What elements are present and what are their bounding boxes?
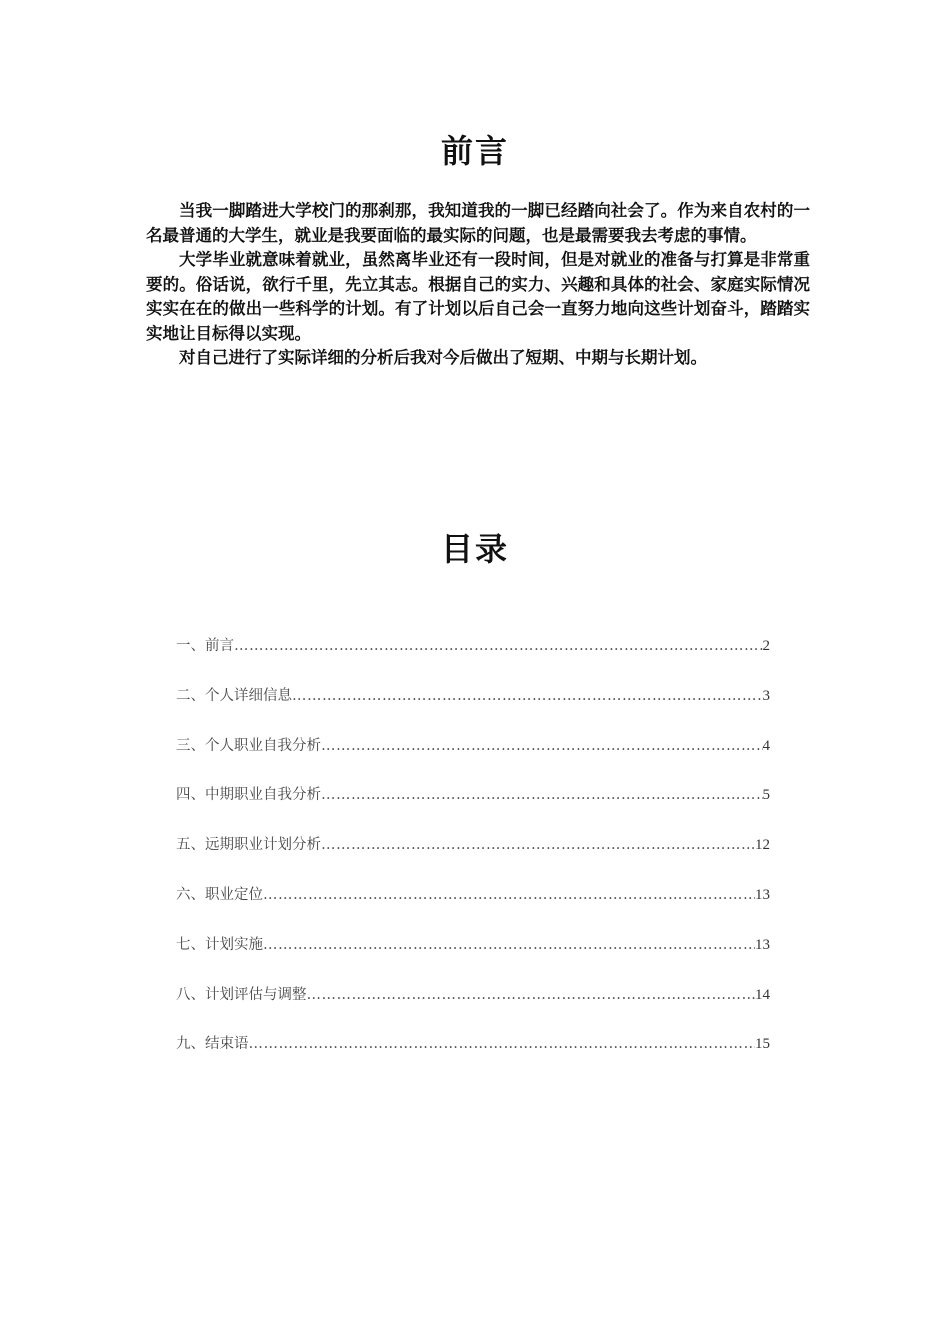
preface-body [146,199,810,371]
toc-entry-page: 2 [762,638,770,654]
toc-entry[interactable] [176,933,770,983]
toc-leader-dots [321,738,763,754]
toc-entry-page: 4 [762,737,770,754]
toc-entry[interactable] [176,734,770,784]
toc-entry-label: 一、前言 [176,638,234,654]
preface-paragraph: 大学毕业就意味着就业，虽然离毕业还有一段时间，但是对就业的准备与打算是非常重要的。俗话说，欲行千里，先立其志。根据自己的实力、兴趣和具体的社会、家庭实际情况实实在在的做出一些科学的计划。有了计划以后自己会一直努力地向这些计划奋斗，踏踏实实地让目标得以实现。 [146,250,810,343]
toc-entry[interactable] [176,783,770,833]
toc-leader-dots [321,837,755,853]
toc-leader-dots [249,1036,756,1052]
toc-entry-label: 二、个人详细信息 [176,687,292,704]
toc-entry-page: 5 [762,787,770,804]
toc-entry-page: 14 [755,986,770,1003]
toc-entry[interactable] [176,883,770,933]
toc-entry-label: 三、个人职业自我分析 [176,737,321,754]
toc-leader-dots [321,787,763,803]
toc-leader-dots [263,937,755,953]
toc-entry[interactable] [176,634,770,684]
toc-leader-dots [292,688,763,704]
toc-leader-dots [307,987,756,1003]
toc-entry-label: 六、职业定位 [176,886,263,903]
toc-entry[interactable] [176,684,770,734]
toc-entry-label: 四、中期职业自我分析 [176,787,321,804]
toc-entry-label: 七、计划实施 [176,936,263,953]
preface-paragraph: 对自己进行了实际详细的分析后我对今后做出了短期、中期与长期计划。 [179,348,707,367]
table-of-contents [176,634,770,1082]
preface-paragraph: 当我一脚踏进大学校门的那刹那，我知道我的一脚已经踏向社会了。作为来自农村的一名最普通的大学生，就业是我要面临的最实际的问题，也是最需要我去考虑的事情。 [146,201,810,245]
toc-entry-page: 13 [755,886,770,903]
toc-entry[interactable] [176,983,770,1033]
toc-entry-page: 15 [755,1036,770,1053]
toc-entry-label: 八、计划评估与调整 [176,986,307,1003]
toc-entry[interactable] [176,1032,770,1082]
toc-leader-dots [263,887,755,903]
toc-entry[interactable] [176,833,770,883]
toc-entry-label: 九、结束语 [176,1036,249,1053]
toc-entry-page: 13 [755,936,770,953]
toc-entry-page: 12 [755,837,770,854]
toc-entry-label: 五、远期职业计划分析 [176,837,321,854]
toc-entry-page: 3 [762,687,770,704]
preface-title: 前言 [440,132,509,170]
toc-leader-dots [234,638,763,654]
toc-title: 目录 [440,530,509,568]
